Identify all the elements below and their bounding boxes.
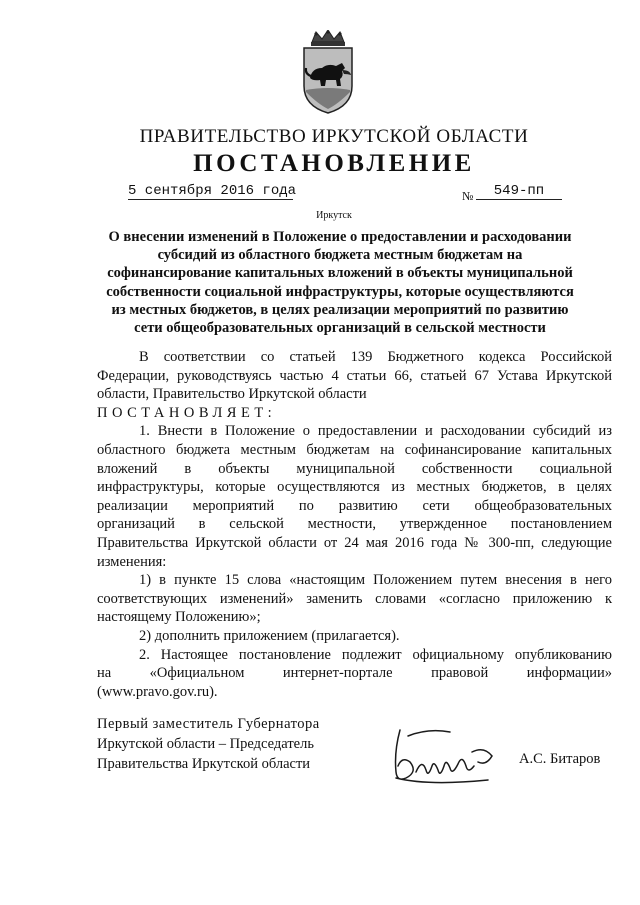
- title-line: из местных бюджетов, в целях реализации мероприятий по развитию: [111, 301, 569, 318]
- preamble-paragraph: [97, 348, 612, 367]
- item-1-paragraph: [97, 422, 612, 441]
- document-date: 5 сентября 2016 года: [128, 183, 297, 199]
- item-2-paragraph: [97, 646, 612, 665]
- handwritten-signature: [388, 722, 518, 792]
- body-line: организаций в сельской местности, утвержденное постановлением: [97, 516, 612, 533]
- position-line: Первый заместитель Губернатора: [97, 716, 320, 732]
- body-line: В соответствии со статьей 139 Бюджетного кодекса Российской: [139, 349, 612, 365]
- body-line: вложений в объекты муниципальной собственности социальной: [97, 460, 612, 477]
- title-line: софинансирование капитальных вложений в объекты муниципальной: [107, 265, 573, 282]
- body-line: 1) в пункте 15 слова «настоящим Положением путем внесения в него: [139, 572, 612, 589]
- body-line: области, Правительство Иркутской области: [97, 386, 367, 403]
- item-2-continuation: [97, 664, 612, 701]
- body-line: 2. Настоящее постановление подлежит официальному опубликованию: [139, 646, 612, 663]
- body-line: соответствующих изменений» заменить словами «согласно приложению к: [97, 590, 612, 607]
- document-type: ПОСТАНОВЛЕНИЕ: [193, 150, 475, 177]
- body-line: Федерации, руководствуясь частью 4 статьи 66, статьей 67 Устава Иркутской: [97, 367, 612, 384]
- document-city: Иркутск: [316, 210, 352, 221]
- signatory-position: [97, 714, 320, 774]
- number-sign: №: [462, 189, 474, 203]
- body-line: реализации мероприятий по развитию сети общеобразовательных: [97, 497, 612, 514]
- sub-item-2-paragraph: [97, 627, 612, 646]
- signatory-name: А.С. Битаров: [519, 751, 601, 767]
- document-title: [100, 228, 580, 337]
- body-line: Правительства Иркутской области от 24 мая 2016 года № 300-пп, следующие: [97, 534, 612, 551]
- body-line: областного бюджета местным бюджетам на софинансирование капитальных: [97, 441, 612, 458]
- preamble-continuation: [97, 367, 612, 404]
- body-line: изменения:: [97, 553, 167, 570]
- coat-of-arms-icon: [298, 30, 358, 114]
- body-line: 2) дополнить приложением (прилагается).: [139, 627, 400, 644]
- title-line: О внесении изменений в Положение о предоставлении и расходовании: [108, 229, 572, 245]
- document-body: [97, 348, 612, 701]
- body-line: на «Официальном интернет-портале правовой информации»: [97, 665, 612, 682]
- document-number: 549-пп: [476, 183, 562, 200]
- position-line: Правительства Иркутской области: [97, 756, 311, 772]
- item-1-continuation: [97, 441, 612, 571]
- title-line: субсидий из областного бюджета местным бюджетам на: [157, 247, 523, 264]
- body-line: настоящему Положению»;: [97, 609, 261, 626]
- sub-item-1-paragraph: [97, 571, 612, 590]
- position-line: Иркутской области – Председатель: [97, 736, 314, 752]
- body-line: (www.pravo.gov.ru).: [97, 683, 218, 700]
- government-name: ПРАВИТЕЛЬСТВО ИРКУТСКОЙ ОБЛАСТИ: [139, 126, 529, 147]
- title-line: сети общеобразовательных организаций в сельской местности: [134, 320, 546, 337]
- resolves-keyword: ПОСТАНОВЛЯЕТ:: [97, 404, 277, 421]
- title-line: собственности социальной инфраструктуры, которые осуществляются: [106, 283, 574, 300]
- sub-item-1-continuation: [97, 590, 612, 627]
- body-line: 1. Внести в Положение о предоставлении и расходовании субсидий из: [139, 423, 612, 440]
- body-line: инфраструктуры, которые осуществляются из местных бюджетов, в целях: [97, 479, 612, 496]
